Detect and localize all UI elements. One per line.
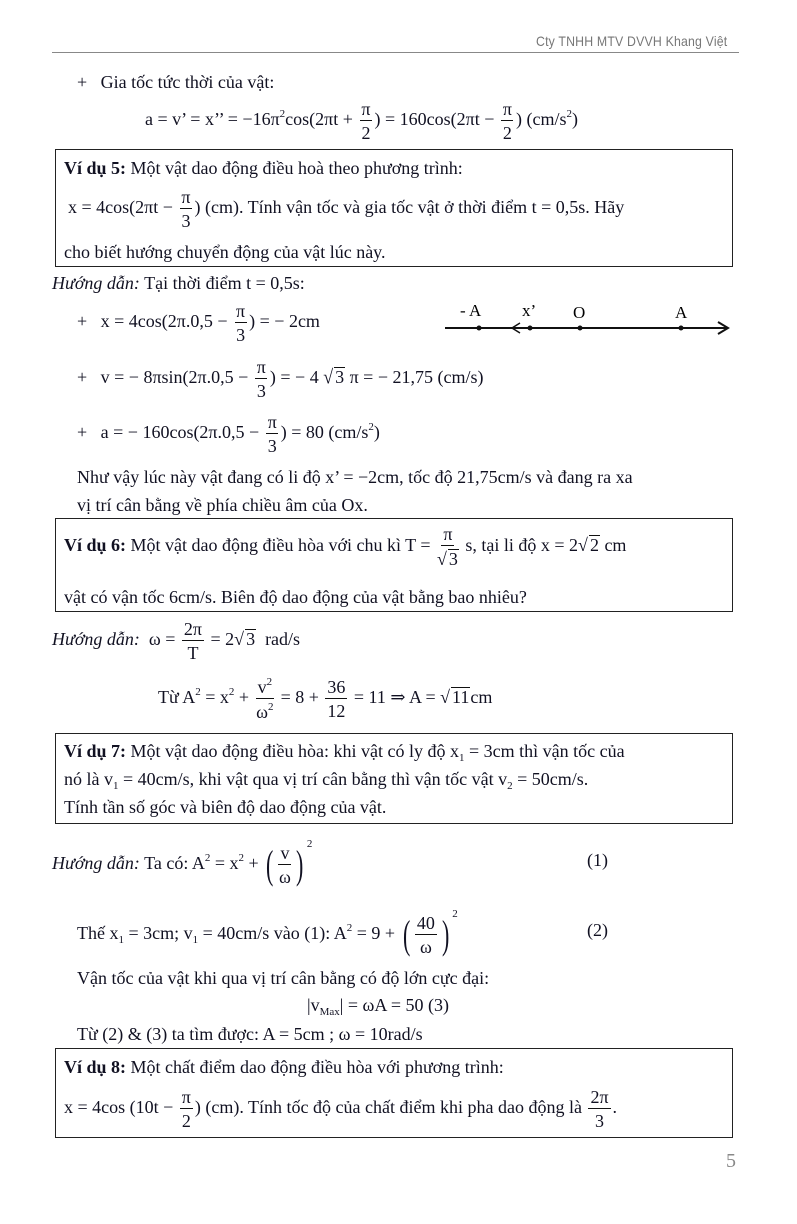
eq-part: = x <box>205 687 229 708</box>
fraction <box>266 413 279 455</box>
sqrt-symbol: √ <box>234 629 245 650</box>
ex8-title: Ví dụ 8: <box>64 1057 127 1077</box>
sol5-intro <box>52 273 305 294</box>
eq-part: = 9 + <box>356 923 396 943</box>
sol7-vmax-eq <box>307 995 449 1018</box>
sqrt-symbol: √ <box>578 535 588 556</box>
eq-part: = 2 <box>210 629 235 650</box>
right-paren: ) <box>441 911 450 957</box>
eq-sup: 2 <box>266 676 273 688</box>
ex8-line1 <box>64 1057 504 1078</box>
subscript: 1 <box>458 752 465 764</box>
guide-label: Hướng dẫn: <box>52 629 140 650</box>
ex7-line1 <box>64 741 625 764</box>
eq-part: + <box>248 853 259 873</box>
sol5-x-line <box>77 302 320 344</box>
eq-part: ) = 160cos(2πt − <box>374 109 495 130</box>
ex7-title: Ví dụ 7: <box>64 741 127 761</box>
sol7-vmax-intro: Vận tốc của vật khi qua vị trí cân bằng có độ lớn cực đại: <box>77 968 490 988</box>
eq-part: ) = − 2cm <box>249 311 320 332</box>
eq-part: = 40cm/s vào (1): A <box>202 923 347 943</box>
eq-part: = x <box>214 853 239 873</box>
den: 3 <box>181 211 191 231</box>
den <box>437 546 459 569</box>
ex6-text: Một vật dao động điều hòa với chu kì T = <box>130 535 431 556</box>
eq-part: ) = − 4 <box>269 367 319 388</box>
sqrt-radicand: 3 <box>335 367 345 388</box>
eq-sup: 2 <box>195 686 201 699</box>
eq-part: = 3cm; v <box>128 923 193 943</box>
fraction <box>179 188 192 230</box>
eq-part: ) <box>571 109 578 130</box>
num <box>256 677 275 699</box>
den: ω <box>419 936 432 957</box>
eq-part: v = − 8πsin(2π.0,5 − <box>100 367 249 388</box>
den: 12 <box>327 701 346 721</box>
ex8-equation <box>64 1088 617 1130</box>
sqrt-radicand: 2 <box>589 535 599 556</box>
den: 2 <box>361 123 371 143</box>
publisher-header: Cty TNHH MTV DVVH Khang Việt <box>536 33 728 49</box>
subscript: 1 <box>118 934 124 946</box>
sqrt-radicand: 3 <box>448 549 458 569</box>
den: 3 <box>267 436 277 456</box>
bullet: + <box>77 367 88 388</box>
ex7-line2 <box>64 769 588 792</box>
label-O: O <box>573 303 586 322</box>
eq-sup: 2 <box>268 701 274 713</box>
sol5-conclusion-2: vị trí cân bằng về phía chiều âm của Ox. <box>77 495 368 515</box>
eq-sup: 2 <box>238 852 244 864</box>
abs-bar: | <box>307 995 311 1015</box>
num: 2π <box>590 1087 609 1107</box>
eq-part: π = − 21,75 (cm/s) <box>349 367 484 388</box>
fraction <box>325 678 347 720</box>
den: 3 <box>256 381 266 401</box>
eq-part: = 11 ⇒ A = <box>353 687 436 708</box>
sqrt-radicand: 3 <box>246 629 256 650</box>
abs-bar: | <box>339 995 344 1015</box>
guide-label: Hướng dẫn: <box>52 853 140 873</box>
eq-part: cos(2πt + <box>285 109 353 130</box>
sqrt-radicand: 11 <box>452 687 470 708</box>
sqrt-symbol: √ <box>323 366 334 389</box>
ex5-equation <box>68 188 624 230</box>
accel-bullet-line <box>77 72 274 93</box>
num: π <box>267 412 277 432</box>
header-rule <box>52 52 739 53</box>
num: 2π <box>183 619 203 639</box>
left-paren: ( <box>402 911 410 957</box>
fraction <box>501 100 514 142</box>
bullet: + <box>77 72 88 92</box>
eq-sup: 2 <box>368 421 374 434</box>
num: π <box>361 99 371 119</box>
eq-part: a = − 160cos(2π.0,5 − <box>100 422 260 443</box>
ex7-text: Một vật dao động điều hòa: khi vật có ly độ x <box>130 741 459 761</box>
ex6-text: cm <box>604 535 627 556</box>
sol6-amplitude-line <box>158 677 492 721</box>
ex6-line2: vật có vận tốc 6cm/s. Biên độ dao động của vật bằng bao nhiêu? <box>64 587 527 607</box>
v: v <box>257 677 267 697</box>
eq-sup: 2 <box>279 108 286 121</box>
eq-part: ) (cm). Tính tốc độ của chất điểm khi pha dao động là <box>194 1097 582 1118</box>
fraction <box>588 1088 610 1130</box>
den: 2 <box>181 1111 191 1131</box>
accel-equation <box>145 100 578 142</box>
point-O <box>578 326 583 331</box>
eq-sup: 2 <box>346 922 353 934</box>
point-x-prime <box>528 326 533 331</box>
eq-part: Ta có: A <box>144 853 205 873</box>
eq-part: ) = 80 (cm/s <box>280 422 369 443</box>
fraction <box>359 100 372 142</box>
ex5-text: Một vật dao động điều hoà theo phương trình: <box>130 158 463 178</box>
sqrt-symbol: √ <box>440 687 451 708</box>
num: π <box>443 524 453 544</box>
sol7-eq1-line <box>52 838 312 886</box>
eq-part: Thế x <box>77 923 119 943</box>
bullet: + <box>77 311 88 332</box>
eq-part: ω = <box>148 629 176 650</box>
subscript: 1 <box>192 934 199 946</box>
eq-sup: 2 <box>566 108 572 121</box>
num: π <box>502 99 512 119</box>
point-minus-A <box>477 326 482 331</box>
label-minus-A: - A <box>460 301 482 320</box>
eq-part: x = 4cos(2πt − <box>68 197 173 218</box>
num: 40 <box>416 912 435 933</box>
eq-part: = ωA = 50 (3) <box>347 995 450 1015</box>
eq-part: ) <box>373 422 380 443</box>
point-A <box>679 326 684 331</box>
ex5-line3: cho biết hướng chuyển động của vật lúc này. <box>64 242 386 262</box>
den: T <box>187 643 199 663</box>
fraction <box>234 302 247 344</box>
tag-1: (1) <box>587 850 608 870</box>
num: π <box>181 187 191 207</box>
ex7-text: nó là v <box>64 769 113 789</box>
den: 3 <box>236 325 246 345</box>
fraction <box>180 1088 193 1130</box>
fraction <box>437 525 459 569</box>
left-paren: ( <box>266 841 274 887</box>
fraction <box>255 358 268 400</box>
subscript: 2 <box>507 780 513 792</box>
fraction <box>278 844 291 886</box>
ex7-text: = 3cm thì vận tốc của <box>468 741 625 761</box>
guide-label: Hướng dẫn: <box>52 273 140 293</box>
eq-part: Từ A <box>158 687 196 708</box>
eq-part: ) (cm/s <box>515 109 567 130</box>
sol7-result: Từ (2) & (3) ta tìm được: A = 5cm ; ω = 10rad/s <box>77 1024 423 1044</box>
num: π <box>256 357 266 377</box>
right-paren: ) <box>296 841 304 887</box>
subscript: Max <box>319 1006 340 1018</box>
ex7-text: = 40cm/s, khi vật qua vị trí cân bằng thì vận tốc vật v <box>123 769 508 789</box>
den: 2 <box>502 123 512 143</box>
num: v <box>280 842 290 863</box>
num: π <box>181 1087 191 1107</box>
eq-part: x = 4cos (10t − <box>64 1097 174 1118</box>
eq-part: ) (cm). Tính vận tốc và gia tốc vật ở thời điểm t = 0,5s. Hãy <box>194 197 625 218</box>
ex6-text: s, tại li độ x = 2 <box>465 535 579 556</box>
eq-part: a = v’ = x’’ = −16π <box>145 109 280 130</box>
fraction <box>256 677 275 721</box>
eq-part: rad/s <box>265 629 301 650</box>
ex8-text: Một chất điểm dao động điều hòa với phương trình: <box>130 1057 504 1077</box>
sol5-intro-text: Tại thời điểm t = 0,5s: <box>144 273 305 293</box>
fraction <box>182 620 204 662</box>
sol5-v-line <box>77 358 483 400</box>
eq-part: . <box>612 1097 618 1118</box>
subscript: 1 <box>113 780 119 792</box>
ex6-title: Ví dụ 6: <box>64 535 127 556</box>
eq-part: cm <box>470 687 493 708</box>
ex7-line3: Tính tần số góc và biên độ dao động của vật. <box>64 797 387 817</box>
ex6-line1 <box>64 525 626 569</box>
eq-sup: 2 <box>228 686 235 699</box>
eq-sup: 2 <box>204 852 211 864</box>
accel-label: Gia tốc tức thời của vật: <box>100 72 275 92</box>
eq-part: x = 4cos(2π.0,5 − <box>100 311 228 332</box>
axis-diagram <box>440 296 735 340</box>
den: 3 <box>595 1111 604 1131</box>
ex5-title: Ví dụ 5: <box>64 158 127 178</box>
den <box>256 699 273 721</box>
ex5-line1 <box>64 158 463 179</box>
eq-part: v <box>310 995 320 1015</box>
eq-sup: 2 <box>306 838 313 850</box>
sol7-eq2-line <box>77 908 458 956</box>
sol6-omega-line <box>52 620 300 662</box>
omega: ω <box>256 702 268 722</box>
bullet: + <box>77 422 88 443</box>
fraction <box>415 914 437 956</box>
num: π <box>236 301 246 321</box>
num: 36 <box>327 677 346 697</box>
sqrt-symbol: √ <box>437 549 447 569</box>
label-x-prime: x’ <box>522 301 537 320</box>
page-number: 5 <box>726 1150 736 1172</box>
eq-sup: 2 <box>452 908 458 920</box>
sol5-conclusion-1: Như vậy lúc này vật đang có li độ x’ = −2cm, tốc độ 21,75cm/s và đang ra xa <box>77 467 633 487</box>
tag-2: (2) <box>587 920 608 940</box>
label-A: A <box>675 303 688 322</box>
ex7-text: = 50cm/s. <box>517 769 589 789</box>
sol5-a-line <box>77 413 380 455</box>
eq-part: = 8 + <box>280 687 319 708</box>
eq-part: + <box>238 687 250 708</box>
den: ω <box>279 866 291 887</box>
